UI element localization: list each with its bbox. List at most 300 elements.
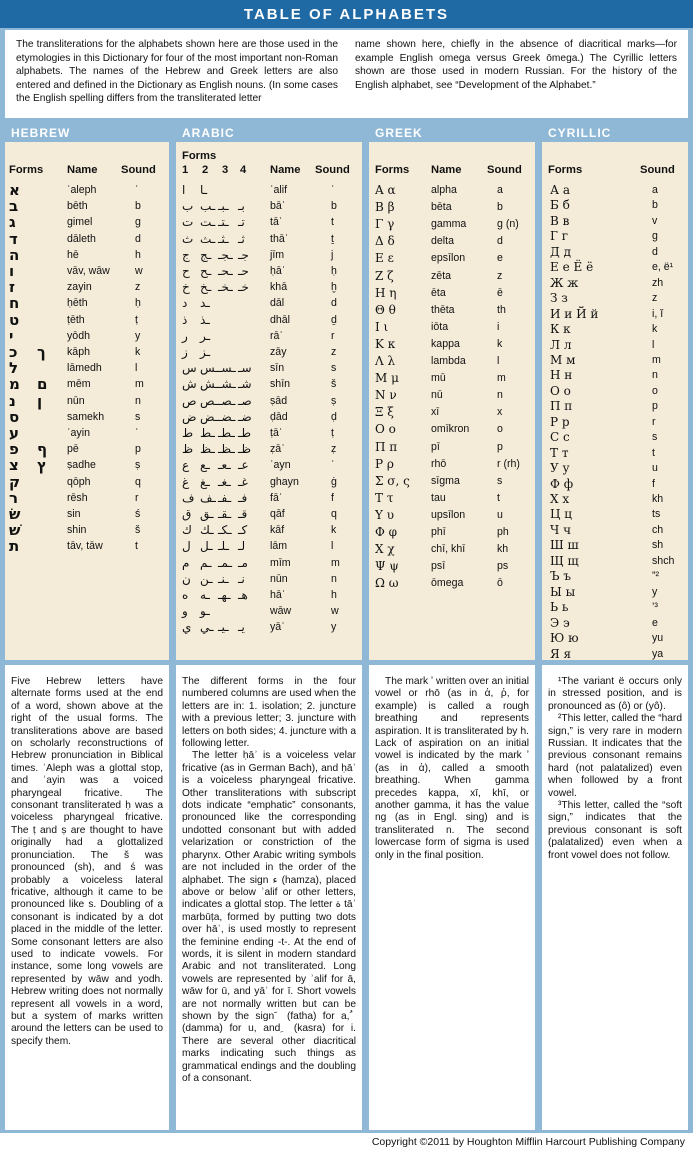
arabic-form-3: ـمـ [218, 555, 232, 570]
hebrew-letter: א [9, 181, 20, 199]
hebrew-row [5, 328, 169, 345]
hebrew-row [5, 295, 169, 312]
greek-letter: Ο ο [375, 422, 396, 437]
arabic-form-3: ـقـ [218, 507, 232, 521]
hebrew-letter: כ [9, 343, 18, 361]
cyrillic-row [542, 414, 688, 431]
hebrew-row [5, 538, 169, 555]
arabic-row [176, 538, 362, 555]
arabic-col-num-4: 4 [240, 164, 247, 176]
hebrew-letter: י [9, 326, 14, 345]
cyrillic-letter: О о [550, 383, 571, 398]
cyrillic-letter: У у [550, 461, 570, 476]
arabic-letter-name: ḍād [270, 410, 288, 423]
hebrew-letter-name: ʾaleph [67, 184, 97, 196]
cyrillic-letter: Б б [550, 198, 570, 213]
arabic-letter-name: wāw [270, 605, 292, 618]
greek-letter-sound: ph [497, 526, 509, 538]
cyrillic-letter: Э э [550, 615, 570, 630]
arabic-row [176, 279, 362, 296]
arabic-form-2: ـك [200, 523, 214, 538]
arabic-forms-header: Forms [182, 150, 217, 162]
arabic-letter-name: hāʾ [270, 589, 286, 601]
arabic-form-4: ثـ [238, 231, 245, 246]
cyrillic-letter: В в [550, 213, 570, 228]
hebrew-row [5, 344, 169, 361]
cyrillic-row [542, 445, 688, 462]
greek-letter-name: delta [431, 235, 454, 248]
hebrew-letter-sound: š [135, 524, 141, 537]
hebrew-row [5, 425, 169, 442]
arabic-letter-name: ʾalif [270, 184, 288, 196]
arabic-form-2: ـش [200, 377, 219, 392]
arabic-letter-sound: ḏ [331, 313, 337, 326]
hebrew-letter-name: kāph [67, 346, 90, 358]
arabic-form-4: بـ [238, 199, 245, 214]
arabic-form-1: ض [182, 409, 197, 424]
hebrew-letter-name: bēth [67, 200, 88, 213]
hebrew-row [5, 247, 169, 264]
arabic-form-3: ـسـ [218, 361, 236, 376]
arabic-form-2: ـظ [200, 442, 215, 457]
arabic-form-3: ـتـ [218, 215, 229, 230]
arabic-form-1: ه [182, 588, 189, 602]
greek-letter: Π π [375, 439, 398, 454]
arabic-letter-name: ḥāʾ [270, 265, 286, 277]
greek-letter-name: epsīlon [431, 252, 466, 265]
arabic-form-2: ـز [200, 345, 211, 359]
greek-letter: Μ μ [375, 371, 399, 386]
hebrew-letter: ר [9, 488, 19, 507]
hebrew-letter-sound: w [135, 265, 143, 277]
hebrew-letter: שׂ [9, 505, 21, 523]
arabic-form-1: ر [182, 328, 188, 343]
hebrew-heading: HEBREW [11, 126, 71, 140]
arabic-form-2: ـس [200, 361, 219, 376]
arabic-form-4: لـ [238, 539, 246, 554]
arabic-form-1: ت [182, 215, 194, 230]
arabic-letter-sound: m [331, 556, 340, 569]
arabic-form-4: ضـ [238, 409, 252, 424]
greek-letter-name: ēta [431, 286, 446, 299]
arabic-form-2: ـم [200, 555, 212, 570]
greek-row [369, 456, 535, 473]
greek-letter: Σ σ, ς [375, 473, 410, 488]
arabic-letter-name: ṣād [270, 394, 288, 407]
cyrillic-row [542, 615, 688, 632]
greek-letter-sound: i [497, 320, 500, 333]
cyrillic-letter-sound: o [652, 384, 658, 397]
hebrew-letter-name: ṭēth [67, 313, 85, 326]
cyrillic-row [542, 646, 688, 661]
arabic-letter-name: dhāl [270, 313, 291, 326]
hebrew-letter-sound: b [135, 200, 141, 213]
cyrillic-row [542, 584, 688, 601]
hebrew-letter-sound: g [135, 216, 141, 229]
greek-letter-name: rhō [431, 457, 447, 470]
hebrew-letter: ב [9, 197, 19, 216]
arabic-row [176, 619, 362, 636]
cyrillic-letter-sound: s [652, 431, 658, 444]
cyrillic-row [542, 568, 688, 585]
greek-letter: Η η [375, 285, 397, 300]
arabic-form-4: تـ [238, 215, 245, 230]
arabic-form-3: ـضـ [218, 409, 236, 424]
arabic-letter-sound: j [331, 248, 334, 261]
hebrew-row [5, 263, 169, 280]
arabic-form-2: ـا [200, 183, 208, 197]
hebrew-row [5, 522, 169, 539]
arabic-col-num-2: 2 [202, 164, 209, 176]
cyrillic-letter-sound: e, ë¹ [652, 261, 674, 274]
arabic-letter-name: ghayn [270, 475, 299, 488]
cyrillic-letter-sound: l [652, 338, 655, 351]
greek-letter-name: iōta [431, 320, 449, 333]
greek-notes [369, 665, 535, 1130]
hebrew-letter: ז [9, 278, 16, 297]
cyrillic-row [542, 321, 688, 338]
hebrew-row [5, 474, 169, 491]
greek-letter-sound: s [497, 474, 503, 487]
cyrillic-letter-sound: y [652, 585, 658, 598]
greek-letter-sound: u [497, 508, 503, 521]
hebrew-letter: ט [9, 310, 20, 329]
greek-letter-name: psī [431, 560, 446, 573]
arabic-letter-sound: ẓ [331, 443, 337, 456]
greek-letter: Φ φ [375, 525, 398, 539]
cyrillic-row [542, 429, 688, 446]
cyrillic-letter: Ц ц [550, 507, 572, 522]
greek-letter: Λ λ [375, 354, 396, 368]
arabic-form-4: جـ [238, 247, 249, 262]
arabic-form-2: ـق [200, 507, 214, 521]
arabic-form-1: ك [182, 523, 192, 538]
arabic-form-4: هـ [238, 588, 248, 602]
greek-letter-name: omīkron [431, 423, 470, 436]
cyrillic-row [542, 182, 688, 199]
greek-row [369, 490, 535, 507]
hebrew-letter-name: mēm [67, 378, 91, 391]
greek-letter: Ψ ψ [375, 559, 399, 574]
cyrillic-letter-sound: zh [652, 276, 664, 289]
cyrillic-row [542, 460, 688, 477]
arabic-form-3: ـبـ [218, 199, 229, 214]
cyrillic-letter: Г г [550, 229, 569, 244]
arabic-form-4: نـ [238, 571, 245, 586]
intro-text-left: The transliterations for the alphabets shown here are those used in the etymologies in this Dictionary for four of the most important non-Roman alphabets. The names of the Hebrew and Greek letters are also entered and defined in the Dictionary as English nouns. (In some cases the English spelling differs from the transliterated letter [16, 39, 338, 105]
greek-letter-name: pī [431, 440, 440, 453]
hebrew-letter-sound: ʾ [135, 184, 139, 196]
cyrillic-letter: Я я [550, 646, 572, 660]
hebrew-forms-header: Forms [9, 164, 44, 176]
greek-letter-name: kappa [431, 337, 460, 350]
cyrillic-letter: С с [550, 430, 570, 445]
arabic-form-4: مـ [238, 555, 248, 570]
greek-letter-sound: th [497, 303, 506, 316]
greek-row [369, 421, 535, 438]
hebrew-final-letter: ץ [37, 456, 47, 475]
greek-letter-name: alpha [431, 184, 457, 196]
arabic-row [176, 571, 362, 588]
greek-letter: Χ χ [375, 542, 395, 557]
hebrew-letter-sound: p [135, 443, 141, 456]
hebrew-final-letter: ף [37, 440, 48, 459]
arabic-form-4: حـ [238, 264, 249, 278]
cyrillic-row [542, 522, 688, 539]
arabic-form-2: ـر [200, 328, 211, 343]
arabic-row [176, 182, 362, 199]
cyrillic-letter-sound: d [652, 245, 658, 258]
greek-letter-name: xī [431, 406, 440, 419]
hebrew-letter-name: yōdh [67, 329, 90, 342]
hebrew-row [5, 279, 169, 296]
greek-row [369, 216, 535, 233]
hebrew-row [5, 312, 169, 329]
hebrew-note-text: Five Hebrew letters have alternate forms used at the end of a word, shown above at the right of the usual forms. The transliterations above are based on scholarly reconstructions of Hebrew pronunciation in Biblical times. ʾAleph was a glottal stop, and ʿayin was a voiced pharyngeal fricative. The consonant transliterated ḥ was a voiceless pharyngeal fricative. The ṭ and ṣ are thought to have originally had a glottalized pronunciation. The š was pronounced (sh), and ś was probably a voiceless lateral fricative, although it came to be pronounced like s. Doubling of a consonant is indicated by a dot placed in the middle of the letter. Some consonant letters are also used to indicate vowels. For instance, some long vowels are represented by wāw and yodh. Hebrew writing does not normally represent all vowels in a word, but a system of marks written around the letters can be used to specify them. [11, 676, 163, 1047]
arabic-letter-sound: ḥ [331, 265, 337, 277]
greek-letter: Α α [375, 183, 396, 197]
arabic-row [176, 263, 362, 280]
hebrew-letter-sound: ṭ [135, 313, 138, 326]
greek-letter: Ζ ζ [375, 268, 394, 283]
greek-letter-sound: p [497, 440, 503, 453]
arabic-row [176, 409, 362, 426]
cyrillic-letter-sound: z [652, 292, 658, 305]
arabic-form-2: ـث [200, 231, 216, 246]
greek-row [369, 439, 535, 456]
greek-letter: Θ θ [375, 302, 396, 317]
hebrew-letter: ו [9, 262, 15, 280]
cyrillic-letter: А а [550, 183, 571, 197]
arabic-form-3: ـشـ [218, 377, 236, 392]
arabic-form-1: ذ [182, 312, 188, 327]
arabic-form-3: ـخـ [218, 280, 233, 295]
hebrew-letter: ת [9, 537, 20, 556]
cyrillic-letter-sound: g [652, 230, 658, 243]
greek-row [369, 285, 535, 302]
cyrillic-panel [542, 142, 688, 660]
hebrew-letter-name: samekh [67, 410, 105, 423]
hebrew-letter-sound: d [135, 232, 141, 245]
greek-row [369, 524, 535, 541]
greek-letter-sound: ps [497, 560, 509, 573]
arabic-form-1: ا [182, 183, 186, 197]
arabic-row [176, 522, 362, 539]
arabic-form-1: ن [182, 571, 191, 586]
greek-letter: Υ υ [375, 507, 395, 522]
cyrillic-letter: Т т [550, 445, 569, 460]
cyrillic-letter-sound: n [652, 369, 658, 382]
arabic-row [176, 247, 362, 264]
arabic-letter-name: dāl [270, 297, 285, 310]
cyrillic-note-1: ¹The variant ë occurs only in stressed position, and is pronounced as (ô) or (yô). [548, 676, 682, 712]
hebrew-letter-sound: l [135, 362, 138, 375]
cyrillic-heading: CYRILLIC [548, 126, 612, 140]
greek-letter-name: upsīlon [431, 508, 466, 521]
hebrew-letter: ג [9, 213, 16, 232]
arabic-letter-name: khā [270, 281, 288, 294]
arabic-row [176, 231, 362, 248]
cyrillic-letter: Д д [550, 244, 571, 259]
greek-letter-name: zēta [431, 269, 452, 282]
arabic-form-2: ـح [200, 264, 212, 278]
arabic-letter-sound: q [331, 508, 337, 520]
greek-letter: Τ τ [375, 490, 394, 505]
greek-letter-sound: kh [497, 543, 509, 556]
cyrillic-row [542, 537, 688, 554]
arabic-letter-sound: n [331, 572, 337, 585]
arabic-form-2: ـو [200, 604, 210, 619]
greek-sound-header: Sound [487, 164, 522, 176]
greek-letter: Κ κ [375, 336, 396, 351]
hebrew-letter: ק [9, 472, 21, 491]
arabic-row [176, 603, 362, 620]
hebrew-row [5, 214, 169, 231]
hebrew-row [5, 441, 169, 458]
intro-box [5, 30, 688, 118]
arabic-form-1: ث [182, 231, 194, 246]
hebrew-name-header: Name [67, 164, 98, 176]
greek-letter: Ε ε [375, 251, 394, 266]
arabic-letter-sound: b [331, 200, 337, 213]
greek-letter-name: phī [431, 526, 446, 538]
greek-letter-sound: b [497, 201, 503, 214]
hebrew-letter: ע [9, 424, 19, 442]
cyrillic-note-2: ²This letter, called the “hard sign,” is very rare in modern Russian. It indicates that the previous consonant remains hard (not palatalized) even when followed by a front vowel. [548, 713, 682, 799]
arabic-row [176, 474, 362, 491]
greek-letter-sound: m [497, 372, 506, 385]
cyrillic-letter: Ч ч [550, 522, 572, 537]
arabic-row [176, 295, 362, 312]
arabic-form-3: ـفـ [218, 490, 232, 505]
arabic-form-1: م [182, 555, 190, 570]
cyrillic-letter: Ь ь [550, 600, 569, 615]
hebrew-letter-sound: r [135, 491, 139, 504]
arabic-row [176, 312, 362, 329]
hebrew-row [5, 376, 169, 393]
cyrillic-letter: П п [550, 399, 573, 414]
arabic-letter-name: yāʾ [270, 621, 285, 634]
arabic-letter-name: nūn [270, 572, 288, 585]
hebrew-letter-name: pē [67, 443, 79, 456]
arabic-form-4: عـ [238, 458, 249, 473]
cyrillic-letter: Ш ш [550, 538, 579, 553]
arabic-form-2: ـذ [200, 312, 210, 327]
arabic-form-4: كـ [238, 523, 248, 538]
arabic-letter-name: lām [270, 540, 288, 553]
arabic-letter-name: kāf [270, 524, 285, 537]
greek-letter-name: tau [431, 491, 446, 504]
cyrillic-letter-sound: ya [652, 647, 664, 660]
arabic-letter-sound: t [331, 216, 334, 229]
arabic-form-1: ظ [182, 442, 194, 457]
arabic-form-4: ظـ [238, 442, 252, 457]
greek-letter-name: gamma [431, 218, 467, 231]
arabic-form-3: ـيـ [218, 620, 229, 635]
cyrillic-letter-sound: b [652, 199, 658, 212]
cyrillic-letter-sound: kh [652, 493, 664, 505]
arabic-form-1: ل [182, 539, 191, 554]
hebrew-letter-name: gimel [67, 216, 93, 229]
hebrew-letter-sound: ṣ [135, 459, 141, 472]
arabic-letter-sound: k [331, 524, 337, 537]
arabic-form-3: ـكـ [218, 523, 232, 538]
arabic-panel [176, 142, 362, 660]
arabic-letter-sound: z [331, 346, 337, 358]
arabic-row [176, 328, 362, 345]
arabic-form-1: د [182, 296, 188, 311]
cyrillic-letter: М м [550, 352, 576, 367]
greek-letter-sound: g (n) [497, 218, 519, 231]
arabic-form-1: س [182, 361, 197, 376]
arabic-letter-name: qāf [270, 508, 285, 520]
hebrew-letter-sound: y [135, 329, 141, 342]
arabic-letter-sound: l [331, 540, 334, 553]
arabic-form-3: ـغـ [218, 474, 231, 489]
hebrew-letter-sound: z [135, 281, 141, 294]
arabic-form-1: ط [182, 426, 194, 440]
cyrillic-letter: Р р [550, 414, 570, 429]
arabic-row [176, 425, 362, 442]
cyrillic-letter: Щ щ [550, 553, 579, 568]
greek-letter-sound: l [497, 355, 500, 367]
arabic-form-3: ـهـ [218, 588, 231, 602]
hebrew-sound-header: Sound [121, 164, 156, 176]
hebrew-row [5, 231, 169, 248]
cyrillic-letter-sound: ts [652, 508, 661, 521]
cyrillic-sound-header: Sound [640, 164, 675, 176]
arabic-letter-sound: ṭ [331, 427, 334, 439]
hebrew-final-letter: ם [37, 375, 48, 394]
hebrew-final-letter: ך [37, 343, 46, 361]
greek-letter: Γ γ [375, 217, 395, 232]
greek-row [369, 473, 535, 490]
arabic-form-4: شـ [238, 377, 252, 392]
arabic-letter-sound: y [331, 621, 337, 634]
arabic-letter-sound: d [331, 297, 337, 310]
greek-row [369, 558, 535, 575]
arabic-form-1: و [182, 604, 188, 619]
greek-letter: Ν ν [375, 388, 397, 403]
arabic-form-2: ـن [200, 571, 213, 586]
arabic-letter-sound: ṣ [331, 394, 337, 407]
greek-letter-sound: x [497, 406, 503, 419]
hebrew-letter-sound: t [135, 540, 138, 553]
arabic-form-1: ز [182, 345, 188, 359]
hebrew-row [5, 457, 169, 474]
cyrillic-letter-sound: f [652, 477, 655, 490]
arabic-form-4: قـ [238, 507, 248, 521]
hebrew-letter-name: lāmedh [67, 362, 102, 375]
hebrew-letter: שׁ [9, 521, 21, 540]
cyrillic-letter-sound: k [652, 323, 658, 336]
hebrew-letter-sound: s [135, 410, 141, 423]
greek-letter-sound: n [497, 389, 503, 402]
cyrillic-row [542, 553, 688, 570]
arabic-form-1: ع [182, 458, 190, 473]
arabic-form-4: فـ [238, 490, 248, 505]
hebrew-letter-name: ʿayin [67, 427, 90, 439]
greek-name-header: Name [431, 164, 462, 176]
arabic-heading: ARABIC [182, 126, 235, 140]
cyrillic-letter-sound: i, ĭ [652, 307, 664, 320]
arabic-form-2: ـي [200, 620, 214, 635]
hebrew-letter-name: nūn [67, 394, 85, 407]
hebrew-row [5, 360, 169, 377]
arabic-letter-sound: ḍ [331, 410, 337, 423]
cyrillic-letter-sound: ch [652, 523, 664, 536]
arabic-form-2: ـد [200, 296, 210, 311]
